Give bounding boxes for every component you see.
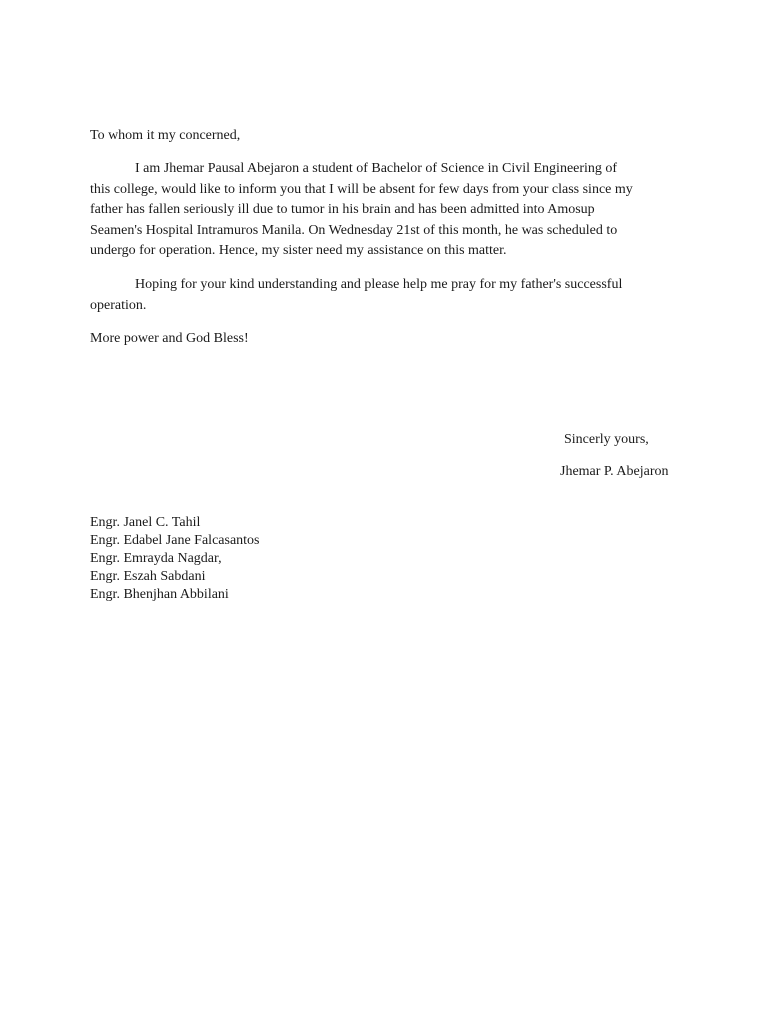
- paragraph-1-line: this college, would like to inform you that I will be absent for few days from your class since my: [90, 181, 633, 197]
- signature-name: Jhemar P. Abejaron: [560, 464, 669, 479]
- paragraph-1-line: I am Jhemar Pausal Abejaron a student of Bachelor of Science in Civil Engineering of: [135, 161, 618, 176]
- recipient-item: Engr. Bhenjhan Abbilani: [90, 587, 229, 602]
- recipient-item: Engr. Eszah Sabdani: [90, 569, 206, 584]
- letter-greeting: To whom it my concerned,: [90, 128, 241, 143]
- recipient-item: Engr. Janel C. Tahil: [90, 515, 201, 530]
- paragraph-1-line: Seamen's Hospital Intramuros Manila. On Wednesday 21st of this month, he was scheduled to: [90, 222, 618, 238]
- letter-paragraph-1: [90, 159, 670, 262]
- recipient-item: Engr. Emrayda Nagdar,: [90, 551, 222, 566]
- recipient-list: [90, 514, 260, 604]
- paragraph-2-line: Hoping for your kind understanding and please help me pray for my father's successful: [135, 277, 623, 292]
- recipient-item: Engr. Edabel Jane Falcasantos: [90, 533, 260, 548]
- letter-paragraph-2: [90, 275, 670, 316]
- closing-blessing: More power and God Bless!: [90, 331, 249, 346]
- paragraph-1-line: undergo for operation. Hence, my sister need my assistance on this matter.: [90, 243, 507, 258]
- paragraph-2-line: operation.: [90, 297, 147, 313]
- letter-signoff: Sincerly yours,: [564, 432, 649, 447]
- paragraph-1-line: father has fallen seriously ill due to tumor in his brain and has been admitted into Amosup: [90, 202, 595, 217]
